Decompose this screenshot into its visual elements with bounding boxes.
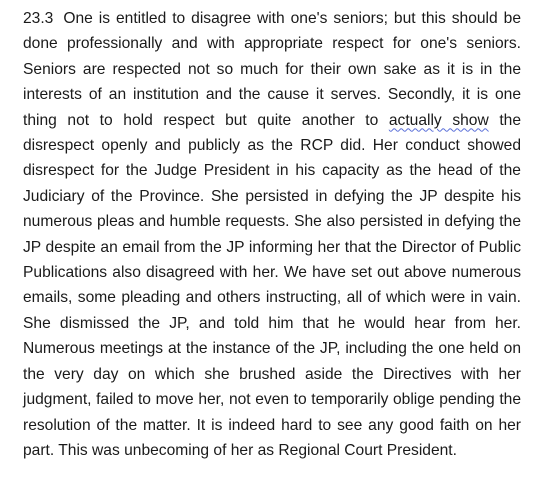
document-page — [23, 6, 521, 463]
paragraph-text-end: the disrespect openly and publicly as the RCP did. Her conduct showed disrespect for the Judge President in his capacity as the head of the Judiciary of the Province. She persisted in defying the JP despite his numerous pleas and humble requests. She also persisted in defying the JP despite an email from the JP informing her that the Director of Public Publications also disagreed with her. We have set out above numerous emails, some pleading and others instructing, all of which were in vain. She dismissed the JP, and told him that he would hear from her. Numerous meetings at the instance of the JP, including the one held on the very day on which she brushed aside the Directives with her judgment, failed to move her, not even to temporarily oblige pending the resolution of the matter. It is indeed hard to see any good faith on her part. This was unbecoming of her as Regional Court President. — [23, 111, 522, 459]
paragraph-number: 23.3 — [23, 10, 54, 27]
grammar-flagged-phrase[interactable]: actually show — [388, 111, 489, 129]
paragraph-23-3 — [23, 6, 521, 463]
paragraph-text-start: One is entitled to disagree with one's seniors; but this should be done professionally and with appropriate respect for one's seniors. Seniors are respected not so much for their own sake as it is in the interests of an institution and the cause it serves. Secondly, it is one thing not to hold respect but quite another to — [23, 10, 521, 129]
